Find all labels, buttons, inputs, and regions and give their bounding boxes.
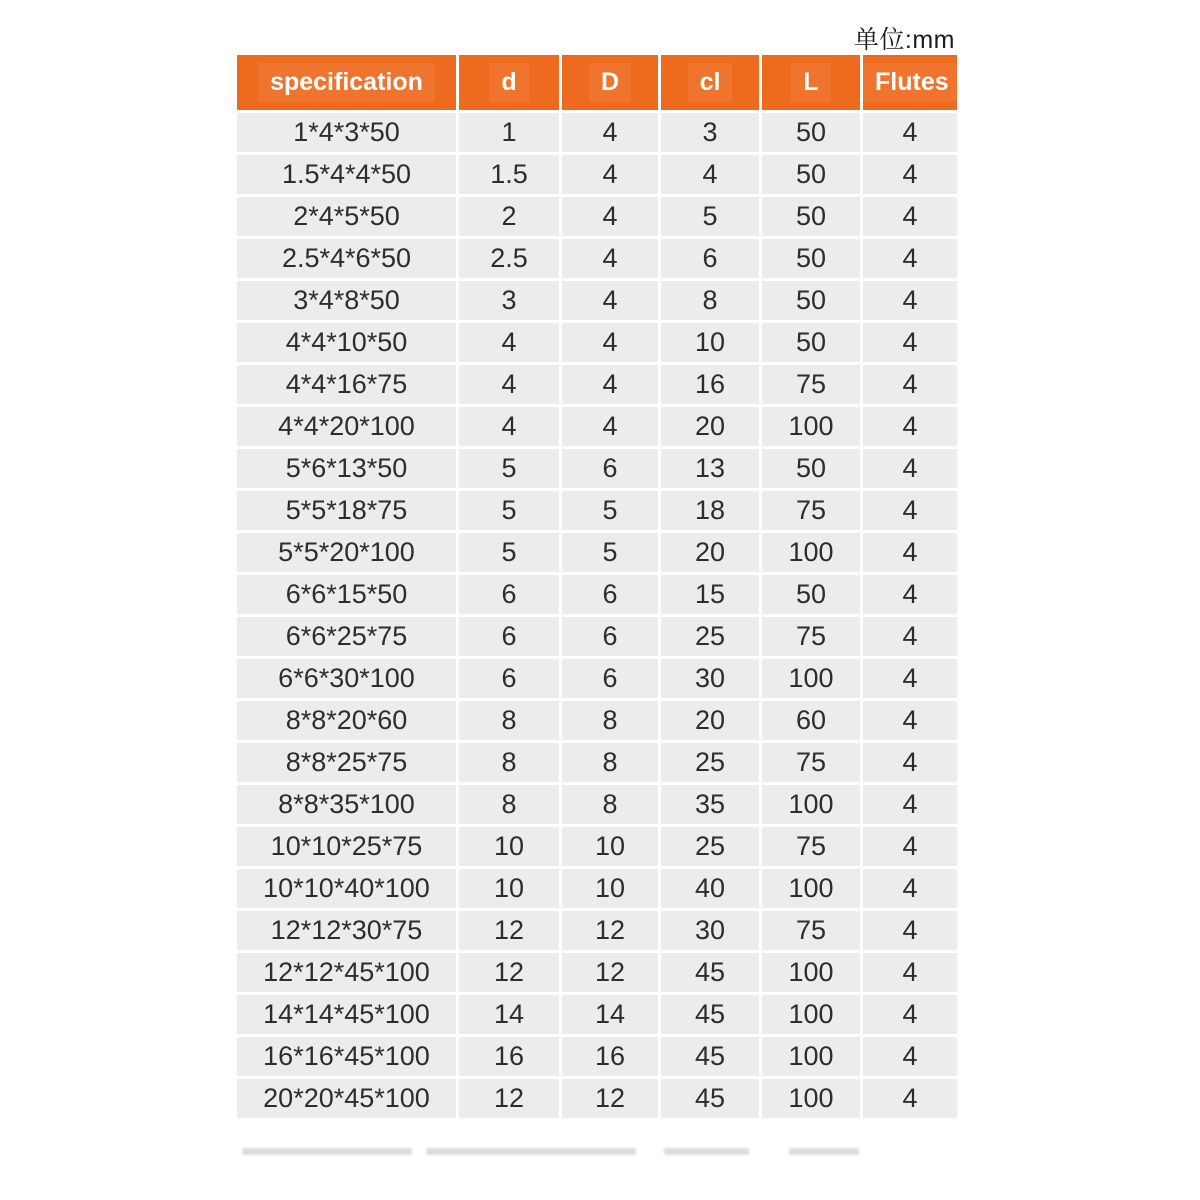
spec-table xyxy=(234,52,960,1121)
value-cell: 4 xyxy=(863,113,957,152)
table-row xyxy=(237,281,957,320)
spec-cell: 6*6*30*100 xyxy=(237,659,456,698)
value-cell: 50 xyxy=(762,197,860,236)
value-cell: 20 xyxy=(661,701,759,740)
value-cell: 6 xyxy=(562,617,658,656)
value-cell: 1.5 xyxy=(459,155,559,194)
value-cell: 75 xyxy=(762,911,860,950)
value-cell: 4 xyxy=(863,239,957,278)
spec-table-body xyxy=(237,113,957,1118)
value-cell: 4 xyxy=(863,575,957,614)
value-cell: 45 xyxy=(661,1037,759,1076)
value-cell: 6 xyxy=(459,617,559,656)
value-cell: 60 xyxy=(762,701,860,740)
value-cell: 16 xyxy=(661,365,759,404)
value-cell: 100 xyxy=(762,785,860,824)
column-header-label: L xyxy=(791,63,830,102)
value-cell: 8 xyxy=(562,701,658,740)
value-cell: 4 xyxy=(562,155,658,194)
value-cell: 6 xyxy=(661,239,759,278)
spec-cell: 5*6*13*50 xyxy=(237,449,456,488)
value-cell: 75 xyxy=(762,491,860,530)
column-header-label: D xyxy=(589,63,631,102)
value-cell: 10 xyxy=(562,869,658,908)
value-cell: 15 xyxy=(661,575,759,614)
spec-cell: 8*8*35*100 xyxy=(237,785,456,824)
ghost-text-smudge xyxy=(242,1147,859,1155)
value-cell: 4 xyxy=(459,323,559,362)
column-header-label: cl xyxy=(688,63,733,102)
value-cell: 50 xyxy=(762,575,860,614)
smudge-segment xyxy=(426,1148,636,1155)
value-cell: 50 xyxy=(762,239,860,278)
value-cell: 14 xyxy=(459,995,559,1034)
header-row xyxy=(237,55,957,110)
column-header-d xyxy=(562,55,658,110)
column-header-flutes xyxy=(863,55,957,110)
value-cell: 4 xyxy=(863,407,957,446)
value-cell: 30 xyxy=(661,911,759,950)
value-cell: 6 xyxy=(459,659,559,698)
value-cell: 50 xyxy=(762,113,860,152)
spec-cell: 3*4*8*50 xyxy=(237,281,456,320)
value-cell: 100 xyxy=(762,1037,860,1076)
value-cell: 8 xyxy=(459,743,559,782)
table-row xyxy=(237,575,957,614)
column-header-cl xyxy=(661,55,759,110)
table-row xyxy=(237,617,957,656)
value-cell: 12 xyxy=(562,1079,658,1118)
spec-cell: 16*16*45*100 xyxy=(237,1037,456,1076)
value-cell: 4 xyxy=(459,407,559,446)
value-cell: 4 xyxy=(863,197,957,236)
value-cell: 4 xyxy=(863,365,957,404)
value-cell: 8 xyxy=(562,743,658,782)
smudge-segment xyxy=(242,1148,412,1155)
value-cell: 4 xyxy=(863,1037,957,1076)
value-cell: 6 xyxy=(562,659,658,698)
column-header-label: d xyxy=(489,63,528,102)
value-cell: 4 xyxy=(459,365,559,404)
table-row xyxy=(237,1079,957,1118)
column-header-label: specification xyxy=(258,63,435,102)
value-cell: 4 xyxy=(562,197,658,236)
spec-cell: 6*6*25*75 xyxy=(237,617,456,656)
table-row xyxy=(237,491,957,530)
smudge-segment xyxy=(664,1148,749,1155)
value-cell: 5 xyxy=(459,533,559,572)
spec-cell: 6*6*15*50 xyxy=(237,575,456,614)
table-row xyxy=(237,659,957,698)
spec-cell: 10*10*25*75 xyxy=(237,827,456,866)
value-cell: 8 xyxy=(562,785,658,824)
value-cell: 3 xyxy=(459,281,559,320)
value-cell: 4 xyxy=(562,281,658,320)
value-cell: 14 xyxy=(562,995,658,1034)
value-cell: 10 xyxy=(562,827,658,866)
spec-cell: 2*4*5*50 xyxy=(237,197,456,236)
value-cell: 18 xyxy=(661,491,759,530)
value-cell: 4 xyxy=(863,1079,957,1118)
value-cell: 4 xyxy=(863,785,957,824)
table-row xyxy=(237,869,957,908)
value-cell: 30 xyxy=(661,659,759,698)
value-cell: 4 xyxy=(863,953,957,992)
value-cell: 12 xyxy=(459,953,559,992)
value-cell: 10 xyxy=(661,323,759,362)
table-row xyxy=(237,407,957,446)
value-cell: 16 xyxy=(459,1037,559,1076)
value-cell: 5 xyxy=(562,491,658,530)
value-cell: 10 xyxy=(459,827,559,866)
value-cell: 20 xyxy=(661,407,759,446)
smudge-segment xyxy=(789,1148,859,1155)
table-row xyxy=(237,743,957,782)
value-cell: 5 xyxy=(562,533,658,572)
column-header-d xyxy=(459,55,559,110)
value-cell: 45 xyxy=(661,1079,759,1118)
table-row xyxy=(237,197,957,236)
value-cell: 20 xyxy=(661,533,759,572)
value-cell: 12 xyxy=(459,911,559,950)
spec-cell: 1.5*4*4*50 xyxy=(237,155,456,194)
value-cell: 13 xyxy=(661,449,759,488)
spec-cell: 8*8*25*75 xyxy=(237,743,456,782)
spec-cell: 2.5*4*6*50 xyxy=(237,239,456,278)
table-row xyxy=(237,827,957,866)
value-cell: 4 xyxy=(863,617,957,656)
value-cell: 12 xyxy=(562,911,658,950)
value-cell: 25 xyxy=(661,827,759,866)
value-cell: 100 xyxy=(762,407,860,446)
value-cell: 40 xyxy=(661,869,759,908)
value-cell: 6 xyxy=(562,449,658,488)
table-row xyxy=(237,239,957,278)
value-cell: 2.5 xyxy=(459,239,559,278)
value-cell: 5 xyxy=(661,197,759,236)
value-cell: 4 xyxy=(562,113,658,152)
spec-cell: 20*20*45*100 xyxy=(237,1079,456,1118)
value-cell: 4 xyxy=(562,323,658,362)
spec-cell: 12*12*45*100 xyxy=(237,953,456,992)
column-header-specification xyxy=(237,55,456,110)
value-cell: 6 xyxy=(562,575,658,614)
column-header-l xyxy=(762,55,860,110)
table-row xyxy=(237,1037,957,1076)
value-cell: 12 xyxy=(562,953,658,992)
value-cell: 10 xyxy=(459,869,559,908)
spec-cell: 4*4*10*50 xyxy=(237,323,456,362)
spec-cell: 5*5*18*75 xyxy=(237,491,456,530)
value-cell: 75 xyxy=(762,743,860,782)
value-cell: 75 xyxy=(762,617,860,656)
value-cell: 50 xyxy=(762,323,860,362)
value-cell: 4 xyxy=(863,323,957,362)
value-cell: 100 xyxy=(762,533,860,572)
value-cell: 3 xyxy=(661,113,759,152)
spec-cell: 10*10*40*100 xyxy=(237,869,456,908)
spec-cell: 8*8*20*60 xyxy=(237,701,456,740)
spec-cell: 1*4*3*50 xyxy=(237,113,456,152)
value-cell: 25 xyxy=(661,617,759,656)
value-cell: 16 xyxy=(562,1037,658,1076)
value-cell: 50 xyxy=(762,449,860,488)
value-cell: 4 xyxy=(863,533,957,572)
value-cell: 100 xyxy=(762,1079,860,1118)
table-row xyxy=(237,323,957,362)
value-cell: 8 xyxy=(661,281,759,320)
unit-label: 单位:mm xyxy=(853,26,955,54)
value-cell: 12 xyxy=(459,1079,559,1118)
value-cell: 75 xyxy=(762,827,860,866)
value-cell: 50 xyxy=(762,155,860,194)
spec-cell: 4*4*16*75 xyxy=(237,365,456,404)
value-cell: 4 xyxy=(562,239,658,278)
table-row xyxy=(237,995,957,1034)
value-cell: 8 xyxy=(459,785,559,824)
spec-cell: 5*5*20*100 xyxy=(237,533,456,572)
value-cell: 4 xyxy=(863,911,957,950)
value-cell: 2 xyxy=(459,197,559,236)
table-row xyxy=(237,449,957,488)
value-cell: 45 xyxy=(661,995,759,1034)
value-cell: 4 xyxy=(863,869,957,908)
value-cell: 75 xyxy=(762,365,860,404)
value-cell: 100 xyxy=(762,953,860,992)
value-cell: 4 xyxy=(863,995,957,1034)
value-cell: 35 xyxy=(661,785,759,824)
value-cell: 1 xyxy=(459,113,559,152)
table-row xyxy=(237,113,957,152)
value-cell: 100 xyxy=(762,869,860,908)
spec-cell: 14*14*45*100 xyxy=(237,995,456,1034)
table-row xyxy=(237,701,957,740)
value-cell: 4 xyxy=(863,827,957,866)
value-cell: 4 xyxy=(863,491,957,530)
table-row xyxy=(237,155,957,194)
table-row xyxy=(237,785,957,824)
value-cell: 4 xyxy=(562,365,658,404)
value-cell: 8 xyxy=(459,701,559,740)
table-row xyxy=(237,365,957,404)
spec-cell: 4*4*20*100 xyxy=(237,407,456,446)
value-cell: 4 xyxy=(863,449,957,488)
value-cell: 4 xyxy=(863,701,957,740)
table-row xyxy=(237,533,957,572)
value-cell: 5 xyxy=(459,449,559,488)
table-row xyxy=(237,953,957,992)
column-header-label: Flutes xyxy=(863,63,961,102)
value-cell: 100 xyxy=(762,995,860,1034)
value-cell: 50 xyxy=(762,281,860,320)
value-cell: 4 xyxy=(863,659,957,698)
value-cell: 45 xyxy=(661,953,759,992)
value-cell: 4 xyxy=(863,281,957,320)
value-cell: 4 xyxy=(661,155,759,194)
value-cell: 5 xyxy=(459,491,559,530)
value-cell: 25 xyxy=(661,743,759,782)
value-cell: 4 xyxy=(863,155,957,194)
spec-cell: 12*12*30*75 xyxy=(237,911,456,950)
value-cell: 100 xyxy=(762,659,860,698)
value-cell: 4 xyxy=(562,407,658,446)
value-cell: 4 xyxy=(863,743,957,782)
table-row xyxy=(237,911,957,950)
value-cell: 6 xyxy=(459,575,559,614)
